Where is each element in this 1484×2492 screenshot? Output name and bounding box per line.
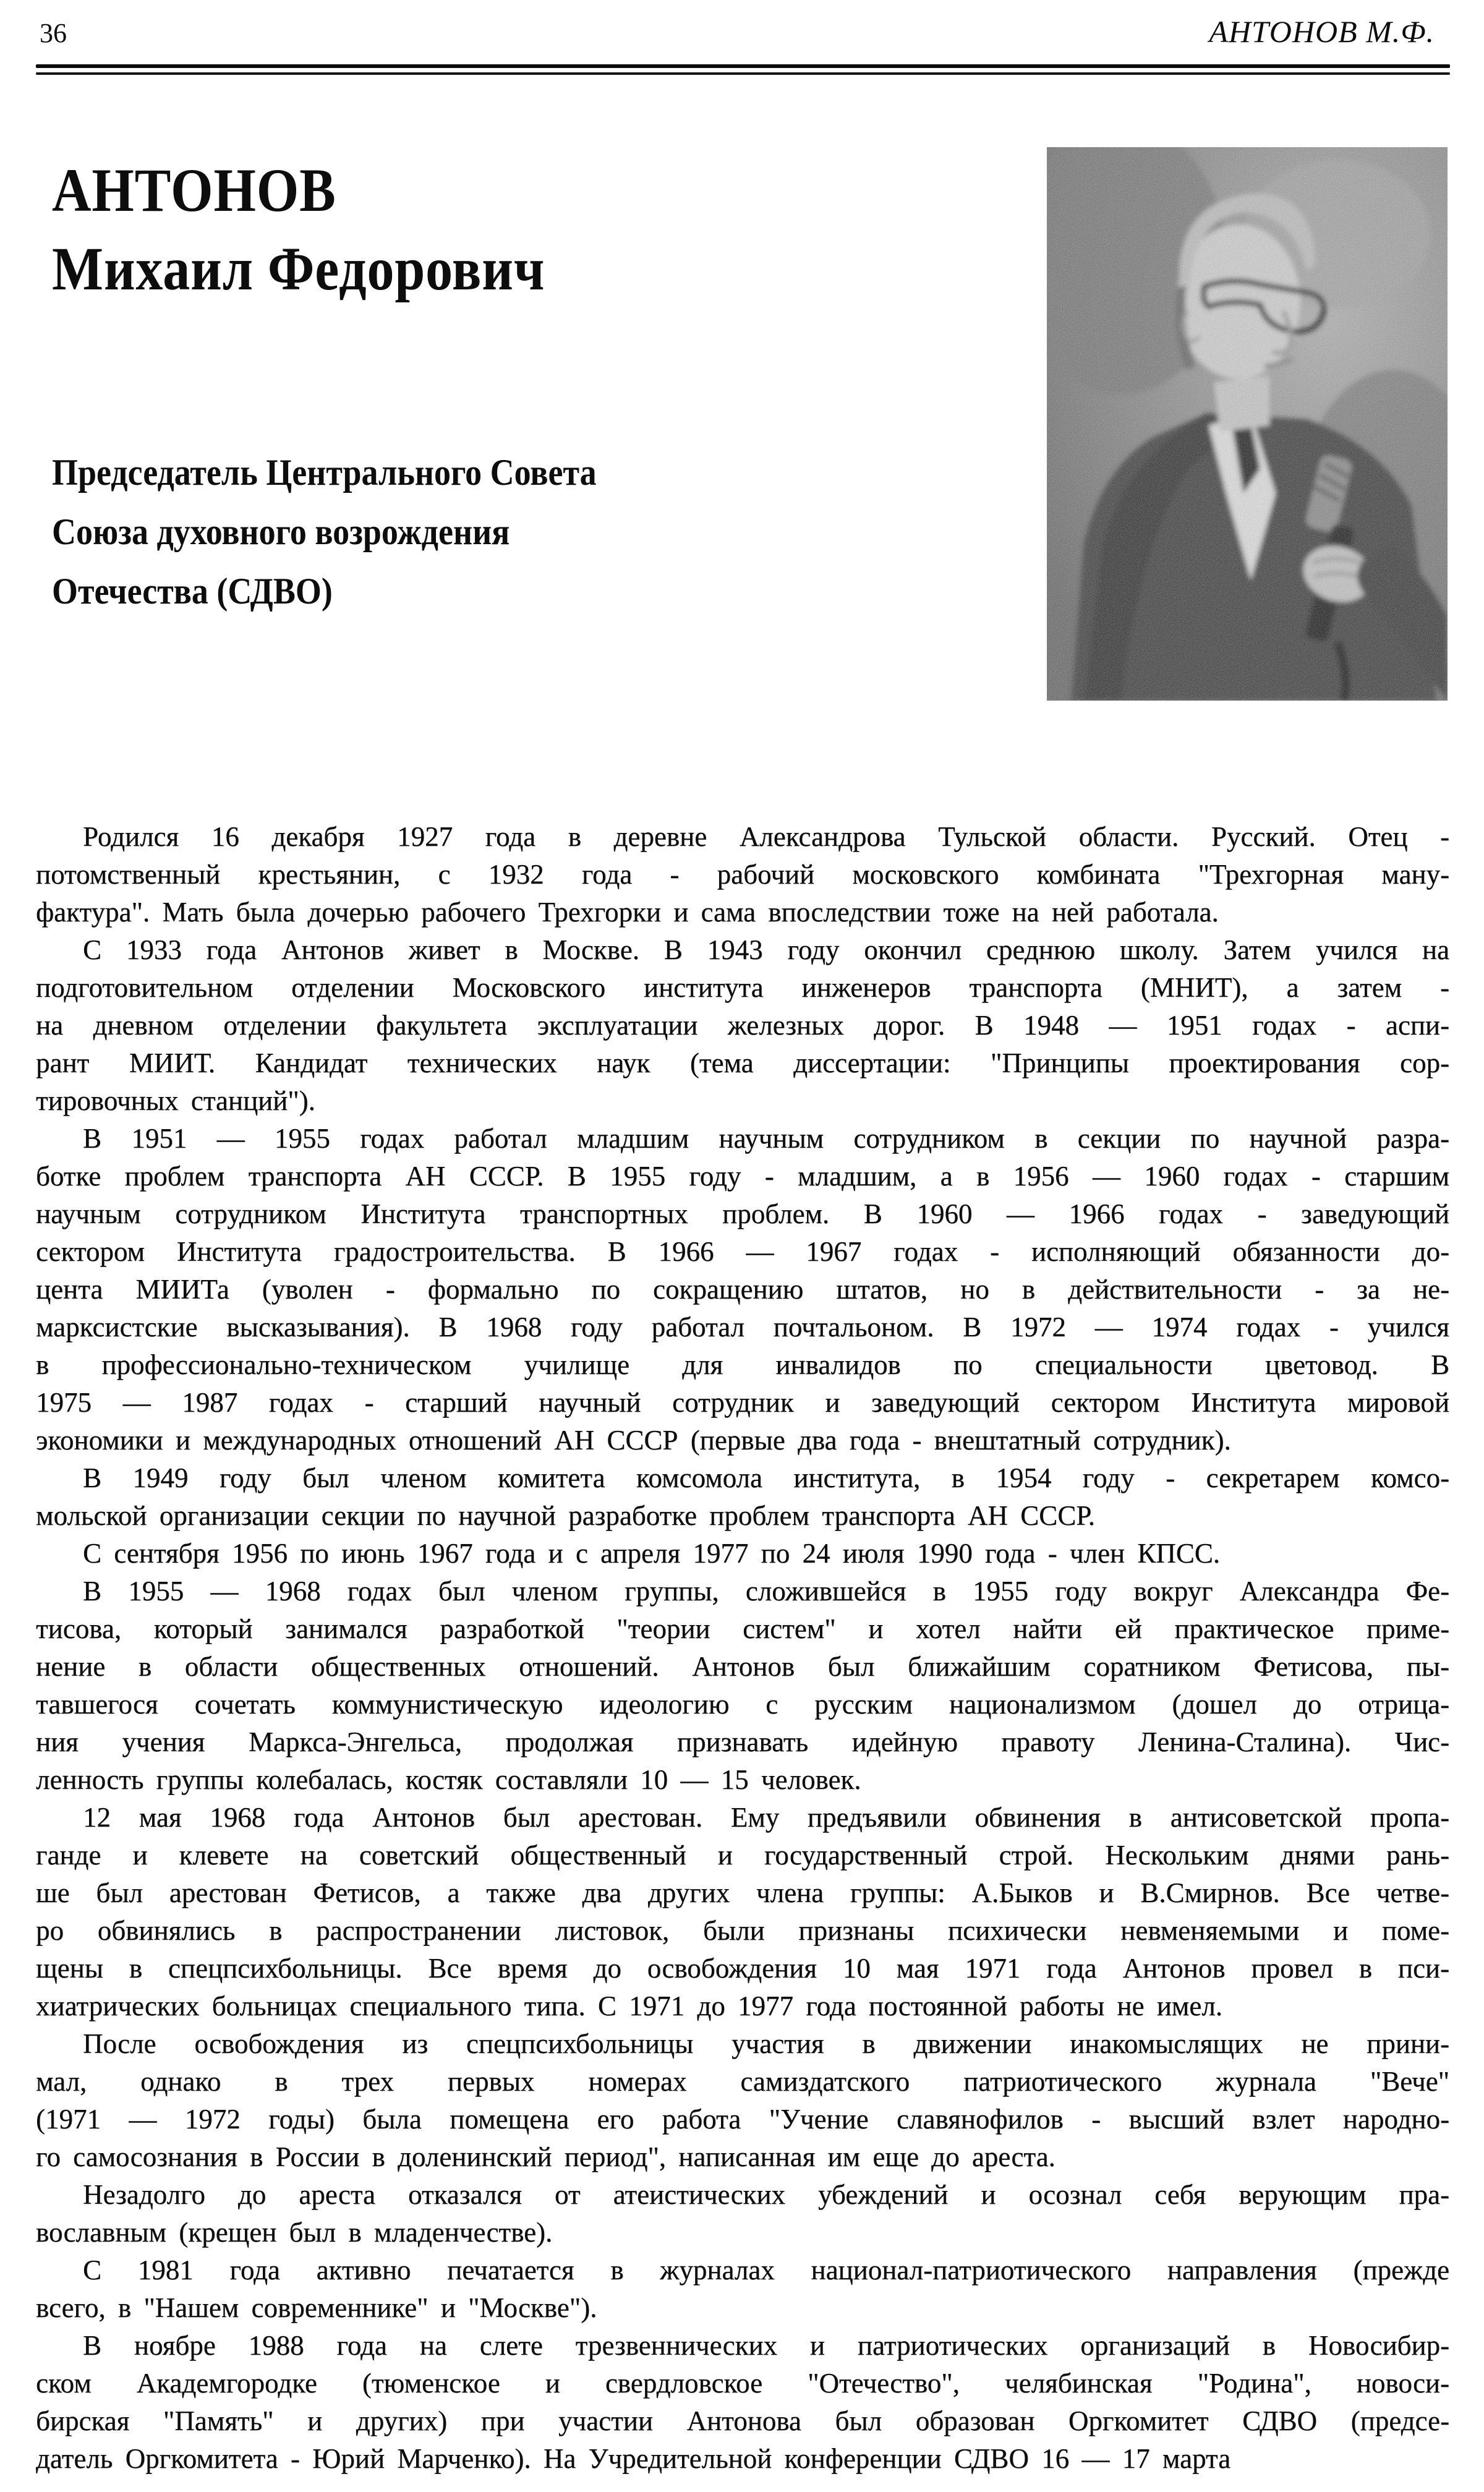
portrait-photo-graphic (1047, 147, 1448, 701)
body-line: хиатрических больницах специального типа. С 1971 до 1977 года постоянной работы не имел. (36, 1991, 1222, 2021)
body-line: ботке проблем транспорта АН СССР. В 1955 году - младшим, а в 1956 — 1960 годах - старшим (36, 1161, 1449, 1192)
body-line: Незадолго до ареста отказался от атеистических убеждений и осознал себя верующим пра- (83, 2179, 1449, 2210)
body-line: ленность группы колебалась, костяк составляли 10 — 15 человек. (36, 1764, 861, 1795)
body-line: цента МИИТа (уволен - формально по сокращению штатов, но в действительности - за не- (36, 1274, 1449, 1305)
body-line: тавшегося сочетать коммунистическую идеологию с русским национализмом (дошел до отрица- (36, 1689, 1449, 1720)
body-line: ганде и клевете на советский общественный и государственный строй. Нескольким днями рань- (36, 1840, 1449, 1871)
body-line: В 1951 — 1955 годах работал младшим научным сотрудником в секции по научной разра- (83, 1123, 1449, 1154)
header-rule-bottom (36, 72, 1450, 75)
body-line: (1971 — 1972 годы) была помещена его работа "Учение славянофилов - высший взлет народно- (36, 2104, 1449, 2135)
body-line: В 1949 году был членом комитета комсомола института, в 1954 году - секретарем комсо- (83, 1462, 1449, 1493)
body-line: всего, в "Нашем современнике" и "Москве"). (36, 2292, 597, 2323)
body-line: 1975 — 1987 годах - старший научный сотрудник и заведующий сектором Института мировой (36, 1387, 1449, 1418)
body-line: марксистские высказывания). В 1968 году работал почтальоном. В 1972 — 1974 годах - учился (36, 1312, 1449, 1342)
body-line: В 1955 — 1968 годах был членом группы, сложившейся в 1955 году вокруг Александра Фе- (83, 1576, 1449, 1607)
header-rule-top (36, 64, 1450, 68)
body-line: мал, однако в трех первых номерах самиздатского патриотического журнала "Вече" (36, 2066, 1449, 2097)
body-line: С 1981 года активно печатается в журналах национал-патриотического направления (прежде (83, 2255, 1449, 2285)
body-line: мольской организации секции по научной разработке проблем транспорта АН СССР. (36, 1500, 1095, 1531)
body-line: ском Академгородке (тюменское и свердловское "Отечество", челябинская "Родина", новоси- (36, 2368, 1449, 2399)
body-line: нение в области общественных отношений. Антонов был ближайшим соратником Фетисова, пы- (36, 1651, 1449, 1682)
body-line: В ноябре 1988 года на слете трезвеннических и патриотических организаций в Новосибир- (83, 2330, 1449, 2361)
body-line: фактура". Мать была дочерью рабочего Трехгорки и сама впоследствии тоже на ней работала. (36, 897, 1219, 928)
portrait-photo (1047, 147, 1448, 701)
body-text (36, 818, 1449, 2478)
page-number: 36 (40, 18, 67, 48)
title-given-names: Михаил Федорович (52, 234, 545, 303)
body-line: С сентября 1956 по июнь 1967 года и с апреля 1977 по 24 июля 1990 года - член КПСС. (83, 1538, 1221, 1569)
running-head: АНТОНОВ М.Ф. (1209, 14, 1435, 49)
subtitle-line: Председатель Центрального Совета (52, 452, 597, 493)
body-line: в профессионально-техническом училище для инвалидов по специальности цветовод. В (36, 1349, 1449, 1380)
body-line: 12 мая 1968 года Антонов был арестован. Ему предъявили обвинения в антисоветской пропа- (83, 1802, 1449, 1833)
body-line: С 1933 года Антонов живет в Москве. В 1943 году окончил среднюю школу. Затем учился на (83, 934, 1449, 965)
body-line: тировочных станций"). (36, 1085, 315, 1116)
page-title (52, 151, 545, 308)
body-line: на дневном отделении факультета эксплуатации железных дорог. В 1948 — 1951 годах - аспи- (36, 1010, 1449, 1041)
body-line: сектором Института градостроительства. В 1966 — 1967 годах - исполняющий обязанности до- (36, 1236, 1449, 1267)
body-line: экономики и международных отношений АН СССР (первые два года - внештатный сотрудник). (36, 1425, 1231, 1456)
title-surname: АНТОНОВ (52, 156, 336, 224)
body-line: подготовительном отделении Московского института инженеров транспорта (МНИТ), а затем - (36, 972, 1449, 1003)
body-line: научным сотрудником Института транспортных проблем. В 1960 — 1966 годах - заведующий (36, 1198, 1449, 1229)
body-line: потомственный крестьянин, с 1932 года - рабочий московского комбината "Трехгорная ману- (36, 859, 1449, 890)
body-line: датель Оргкомитета - Юрий Марченко). На Учредительной конференции СДВО 16 — 17 марта (36, 2443, 1231, 2474)
body-line: вославным (крещен был в младенчестве). (36, 2217, 553, 2248)
body-line: ния учения Маркса-Энгельса, продолжая признавать идейную правоту Ленина-Сталина). Чис- (36, 1726, 1449, 1757)
body-line: щены в спецпсихбольницы. Все время до освобождения 10 мая 1971 года Антонов провел в пси- (36, 1953, 1449, 1984)
body-line: го самосознания в России в доленинский период", написанная им еще до ареста. (36, 2141, 1055, 2172)
body-line: ро обвинялись в распространении листовок, были признаны психически невменяемыми и поме- (36, 1915, 1449, 1946)
body-line: Родился 16 декабря 1927 года в деревне Александрова Тульской области. Русский. Отец - (83, 821, 1449, 852)
subtitle-line: Союза духовного возрождения (52, 511, 510, 552)
body-line: бирская "Память" и других) при участии Антонова был образован Оргкомитет СДВО (предсе- (36, 2405, 1449, 2436)
body-line: ше был арестован Фетисов, а также два других члена группы: А.Быков и В.Смирнов. Все четве- (36, 1877, 1449, 1908)
body-line: рант МИИТ. Кандидат технических наук (тема диссертации: "Принципы проектирования сор- (36, 1048, 1449, 1078)
body-line: тисова, который занимался разработкой "теории систем" и хотел найти ей практическое приме- (36, 1613, 1449, 1644)
subtitle (52, 443, 597, 621)
body-line: После освобождения из спецпсихбольницы участия в движении инакомыслящих не прини- (83, 2028, 1449, 2059)
subtitle-line: Отечества (СДВО) (52, 571, 333, 612)
